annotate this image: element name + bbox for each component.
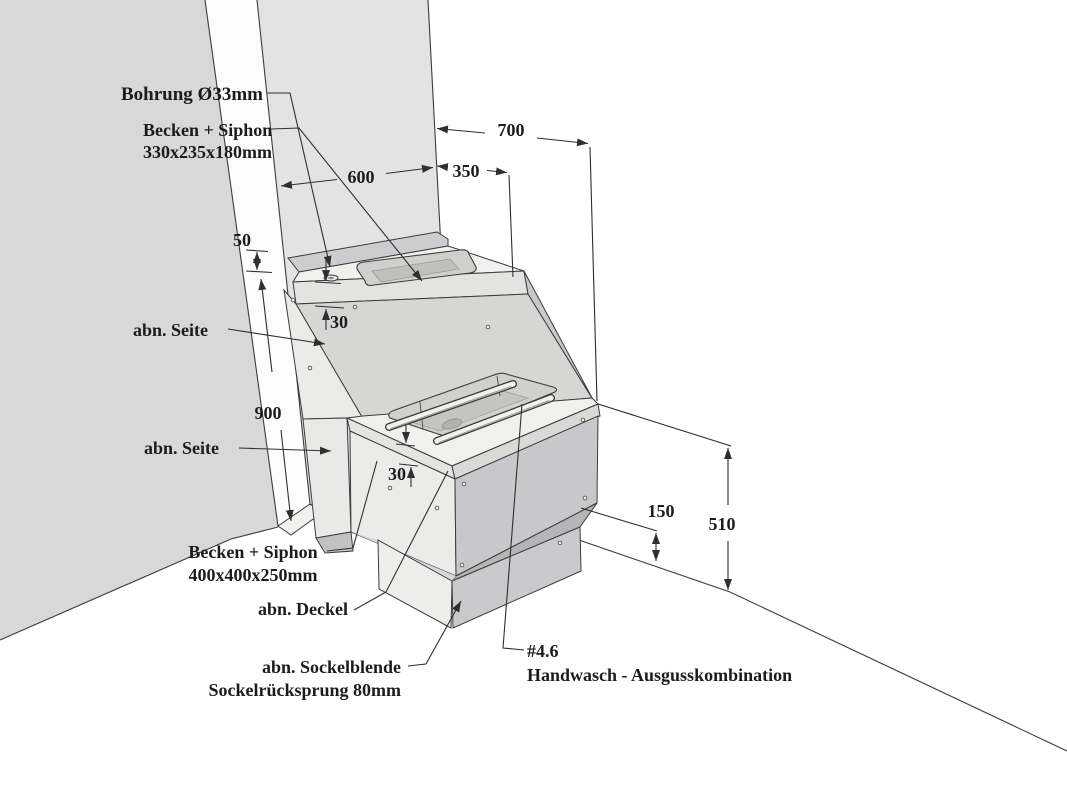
label-becken-top-2: 330x235x180mm: [143, 142, 272, 162]
label-becken-bottom-2: 400x400x250mm: [188, 565, 318, 585]
dim-150-value: 150: [647, 501, 675, 521]
label-becken-top-1: Becken + Siphon: [143, 120, 273, 140]
dimension-510: [598, 404, 736, 590]
dimension-150: [581, 501, 675, 561]
label-bohrung: Bohrung Ø33mm: [121, 84, 263, 105]
label-abn-seite-top: abn. Seite: [133, 320, 209, 340]
dim-510-value: 510: [708, 514, 736, 534]
label-abn-deckel: abn. Deckel: [258, 599, 348, 619]
label-sockelblende-2: Sockelrücksprung 80mm: [208, 680, 401, 700]
label-item-title: Handwasch - Ausgusskombination: [527, 665, 793, 685]
floor-edge-right: [576, 539, 1067, 751]
dim-30-upper-value: 30: [330, 312, 348, 332]
dim-900-value: 900: [254, 403, 282, 423]
tap-hole-center: [328, 277, 334, 280]
dim-350-value: 350: [452, 161, 480, 181]
label-becken-bottom-1: Becken + Siphon: [188, 542, 318, 562]
label-sockelblende-1: abn. Sockelblende: [261, 657, 401, 677]
label-item-number: #4.6: [527, 641, 559, 661]
dim-50-value: 50: [233, 230, 251, 250]
label-abn-seite-bottom: abn. Seite: [144, 438, 220, 458]
dim-600-value: 600: [347, 167, 375, 187]
dim-700-value: 700: [497, 120, 525, 140]
dim-30-lower-value: 30: [388, 464, 406, 484]
